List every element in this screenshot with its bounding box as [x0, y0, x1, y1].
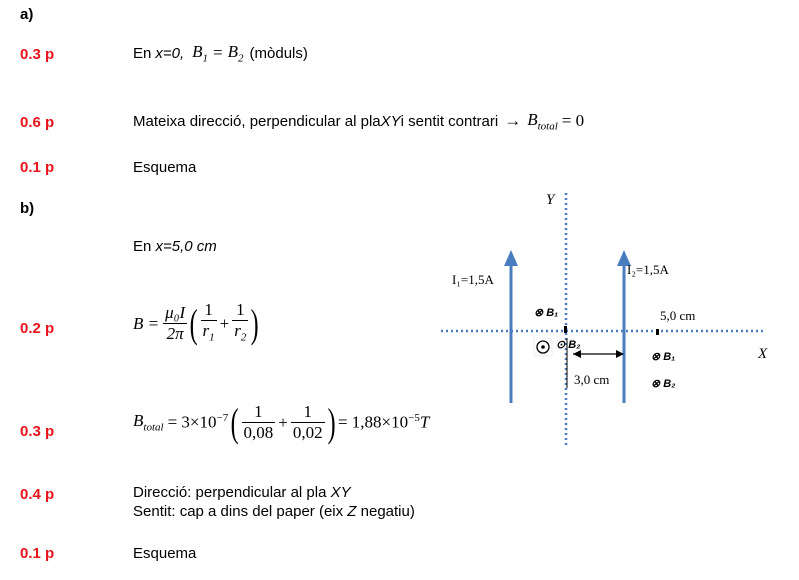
row-a1-b2: $B_2$ — [227, 42, 244, 65]
formula-lhs: B = — [133, 313, 160, 333]
axis-x-label: X — [758, 346, 768, 362]
row-b-position: En x=5,0 cm — [133, 238, 217, 255]
direction-text — [133, 483, 415, 521]
result-eq: = $3\times 10^{-7}$ — [167, 412, 229, 432]
row-a2-btotal: $B_{total}$ — [527, 110, 558, 133]
label-i1: I₁=1,5A — [452, 272, 494, 287]
section-a-label: a) — [20, 6, 34, 23]
points-a2: 0.6 p — [20, 114, 55, 131]
wire-i1-arrow — [504, 250, 518, 266]
points-a1: 0.3 p — [20, 46, 55, 63]
label-b1-left: ⊗ B₁ — [534, 307, 559, 319]
scheme-b: Esquema — [133, 545, 197, 562]
formula-frac-r1: $\frac{1}{r_1}$ — [202, 300, 215, 344]
field-diagram — [436, 188, 781, 458]
formula-b: B = $\frac{\text{μ₀I}}{2\pi}$ ( $\frac{1}{r_1}$ + $\frac{1}{r_2}$ ) — [133, 300, 260, 346]
points-b1: 0.2 p — [20, 320, 55, 337]
label-b2-right: ⊗ B₂ — [651, 378, 676, 390]
row-a1-x0: x=0, — [155, 44, 185, 62]
points-a3: 0.1 p — [20, 159, 55, 176]
label-dist-5cm: 5,0 cm — [660, 308, 696, 323]
row-a2-rest: i sentit contrari — [400, 112, 499, 130]
result-frac-2: $\frac{1}{0,02}$ — [292, 402, 323, 442]
row-a2-prefix: Mateixa direcció, perpendicular al pla — [133, 112, 381, 130]
row-a2 — [133, 110, 584, 132]
direction-line1: Direcció: perpendicular al pla XY — [133, 484, 351, 501]
section-b-label: b) — [20, 200, 35, 217]
points-b3: 0.4 p — [20, 486, 55, 503]
row-a2-arrow: → — [504, 111, 522, 131]
row-a1-prefix: En — [133, 44, 152, 62]
result-frac-1: $\frac{1}{0,08}$ — [243, 402, 274, 442]
row-a1-eq: = — [213, 43, 223, 63]
tick-5cm — [656, 329, 659, 335]
axis-y-label: Y — [546, 192, 555, 208]
label-b1-right: ⊗ B₁ — [651, 351, 676, 363]
tick-origin — [564, 326, 567, 333]
row-a1-b1: $B_1$ — [192, 42, 209, 65]
formula-main-frac: $\frac{\text{μ₀I}}{2\pi}$ — [165, 303, 186, 344]
direction-line2: Sentit: cap a dins del paper (eix Z negatiu) — [133, 503, 415, 520]
label-i2: I₂=1,5A — [627, 262, 669, 277]
row-a2-xy: XY — [380, 112, 401, 130]
result-b: $B_{total}$ = $3\times 10^{-7}$ ( $\frac{1}{0,08}$ + $\frac{1}{0,02}$ ) = $1,88\times 10^{-5}T$ — [133, 399, 430, 445]
row-a1-note: (mòduls) — [249, 44, 308, 62]
label-dist-3cm: 3,0 cm — [574, 372, 610, 387]
row-a2-eq: = 0 — [561, 111, 585, 131]
result-value: = $1,88\times 10^{-5}T$ — [337, 412, 430, 432]
row-a3-scheme: Esquema — [133, 159, 197, 176]
result-lhs: $B_{total}$ — [133, 411, 164, 434]
label-b2-left: ⊙ B₂ — [556, 339, 581, 351]
points-b2: 0.3 p — [20, 423, 55, 440]
formula-frac-r2: $\frac{1}{r_2}$ — [234, 300, 247, 344]
points-b4: 0.1 p — [20, 545, 55, 562]
row-a1 — [133, 42, 308, 64]
